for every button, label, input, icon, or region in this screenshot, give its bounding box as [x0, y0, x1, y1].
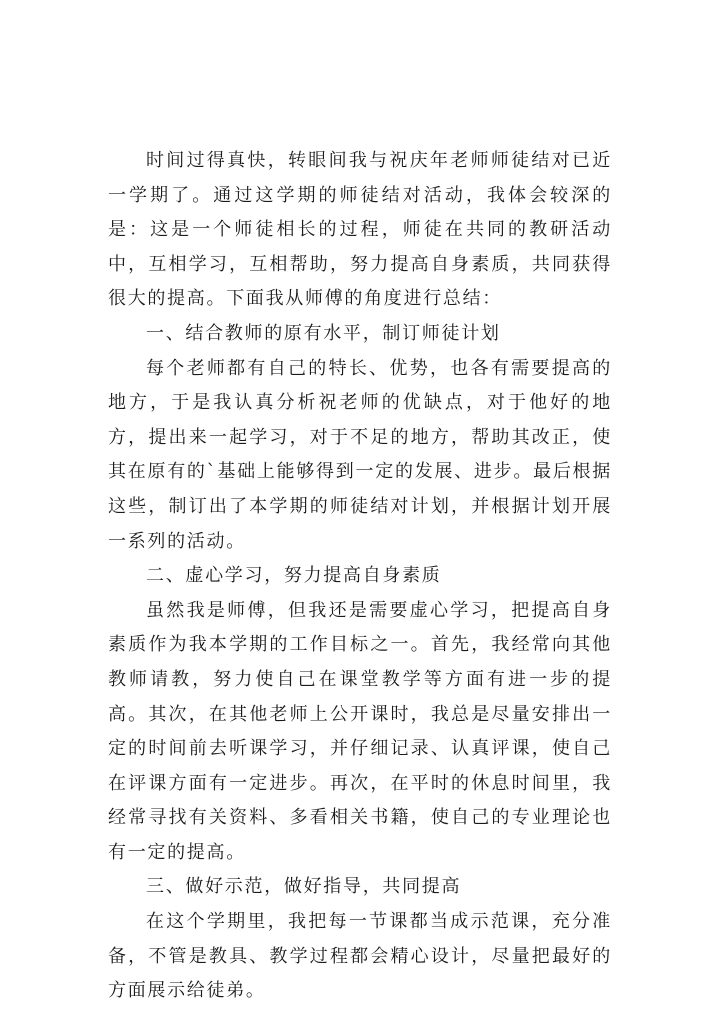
intro-paragraph: 时间过得真快，转眼间我与祝庆年老师师徒结对已近一学期了。通过这学期的师徒结对活动，我体会较深的是：这是一个师徒相长的过程，师徒在共同的教研活动中，互相学习，互相帮助，努力提高自身素质，共同获得很大的提高。下面我从师傅的角度进行总结： [108, 150, 612, 310]
section-3-paragraph: 在这个学期里，我把每一节课都当成示范课，充分准备，不管是教具、教学过程都会精心设计，尽量把最好的方面展示给徒弟。 [108, 911, 612, 1002]
section-heading-3: 三、做好示范，做好指导，共同提高 [146, 876, 462, 898]
section-1-paragraph: 每个老师都有自己的特长、优势，也各有需要提高的地方，于是我认真分析祝老师的优缺点，对于他好的地方，提出来一起学习，对于不足的地方，帮助其改正，使其在原有的`基础上能够得到一定的发展、进步。最后根据这些，制订出了本学期的师徒结对计划，并根据计划开展一系列的活动。 [108, 357, 612, 552]
section-2-paragraph: 虽然我是师傅，但我还是需要虚心学习，把提高自身素质作为我本学期的工作目标之一。首先，我经常向其他教师请教，努力使自己在课堂教学等方面有进一步的提高。其次，在其他老师上公开课时，我总是尽量安排出一定的时间前去听课学习，并仔细记录、认真评课，使自己在评课方面有一定进步。再次，在平时的休息时间里，我经常寻找有关资料、多看相关书籍，使自己的专业理论也有一定的提高。 [108, 599, 612, 863]
section-heading-2: 二、虚心学习，努力提高自身素质 [146, 565, 442, 587]
section-heading-1: 一、结合教师的原有水平，制订师徒计划 [146, 322, 501, 344]
document-body [108, 144, 612, 1009]
